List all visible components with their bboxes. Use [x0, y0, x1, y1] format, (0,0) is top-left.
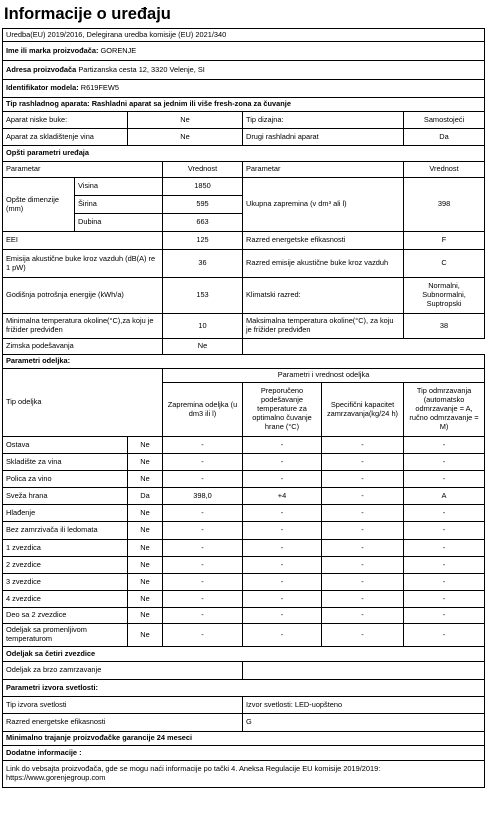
type-row-value: Ne [128, 129, 243, 146]
compartment-header-row [3, 369, 485, 383]
dimensions-label: Opšte dimenzije (mm) [3, 178, 75, 232]
compartment-temperature: - [243, 608, 322, 624]
brand-value: GORENJE [100, 45, 137, 55]
dimension-value: 1850 [163, 178, 243, 196]
general-param-row [3, 250, 485, 278]
dimension-name: Širina [75, 196, 163, 214]
param-label: Emisija akustične buke kroz vazduh (dB(A) re 1 pW) [3, 250, 163, 278]
compartment-volume: - [163, 557, 243, 574]
compartment-row [3, 608, 485, 624]
compartment-present: Ne [128, 574, 163, 591]
compartment-volume: - [163, 471, 243, 488]
compartment-name: 1 zvezdica [3, 540, 128, 557]
compartment-defrost-type: - [404, 540, 485, 557]
compartment-name: Sveža hrana [3, 488, 128, 505]
param-value: 36 [163, 250, 243, 278]
light-type-value: Izvor svetlosti: LED-uopšteno [243, 697, 485, 714]
compartment-freezing-capacity: - [322, 454, 404, 471]
column-header: Vrednost [404, 162, 485, 178]
compartment-present: Ne [128, 540, 163, 557]
address-label: Adresa proizvođača [6, 64, 77, 74]
compartment-defrost-type: - [404, 471, 485, 488]
light-class-row [3, 714, 485, 732]
param-value: 125 [163, 232, 243, 250]
type-row-value: Ne [128, 112, 243, 129]
dimension-value: 595 [163, 196, 243, 214]
fast-freeze-value [243, 662, 485, 680]
compartment-defrost-type: - [404, 522, 485, 540]
appliance-type-value: Rashladni aparat sa jednim ili više fresh-zona za čuvanje [91, 99, 291, 109]
param-label: Maksimalna temperatura okoline(°C), za koju je frižider predviđen [243, 314, 404, 339]
compartment-temperature: - [243, 505, 322, 522]
light-type-row [3, 697, 485, 714]
compartment-present: Ne [128, 608, 163, 624]
compartment-freezing-capacity: - [322, 574, 404, 591]
param-value: C [404, 250, 485, 278]
compartment-freezing-capacity: - [322, 488, 404, 505]
param-value: 10 [163, 314, 243, 339]
column-header: Zapremina odeljka (u dm3 ili l) [163, 383, 243, 437]
compartment-name: Skladište za vina [3, 454, 128, 471]
compartment-freezing-capacity: - [322, 624, 404, 647]
type-row-label: Drugi rashladni aparat [243, 129, 404, 146]
compartment-temperature: +4 [243, 488, 322, 505]
model-row [3, 80, 485, 98]
compartment-temperature: - [243, 557, 322, 574]
total-volume-value: 398 [404, 178, 485, 232]
type-row-label: Aparat za skladištenje vina [3, 129, 128, 146]
page-title: Informacije o uređaju [4, 5, 171, 23]
compartment-type-header: Tip odeljka [3, 369, 163, 437]
compartment-row [3, 437, 485, 454]
compartment-row [3, 540, 485, 557]
light-class-value: G [243, 714, 485, 732]
fast-freeze-row [3, 662, 485, 680]
regulation-text: Uredba(EU) 2019/2016, Delegirana uredba komisije (EU) 2021/340 [3, 29, 485, 42]
compartment-row [3, 454, 485, 471]
brand-row [3, 42, 485, 61]
type-row [3, 112, 485, 129]
fast-freeze-label: Odeljak za brzo zamrzavanje [3, 662, 243, 680]
compartment-name: Deo sa 2 zvezdice [3, 608, 128, 624]
column-header: Preporučeno podešavanje temperature za optimalno čuvanje hrane (°C) [243, 383, 322, 437]
dimension-value: 663 [163, 214, 243, 232]
section-heading-additional: Dodatne informacije : [3, 746, 485, 761]
compartment-freezing-capacity: - [322, 437, 404, 454]
compartment-defrost-type: - [404, 624, 485, 647]
column-header: Specifični kapacitet zamrzavanja(kg/24 h) [322, 383, 404, 437]
winter-setting-value: Ne [163, 339, 243, 355]
param-label: Klimatski razred: [243, 278, 404, 314]
type-row [3, 129, 485, 146]
param-value: 38 [404, 314, 485, 339]
compartment-present: Ne [128, 437, 163, 454]
compartment-volume: - [163, 454, 243, 471]
light-type-label: Tip izvora svetlosti [3, 697, 243, 714]
compartment-defrost-type: - [404, 505, 485, 522]
compartment-freezing-capacity: - [322, 471, 404, 488]
compartment-temperature: - [243, 454, 322, 471]
compartment-freezing-capacity: - [322, 505, 404, 522]
compartment-present: Ne [128, 471, 163, 488]
compartment-present: Ne [128, 591, 163, 608]
general-param-row [3, 232, 485, 250]
column-header: Vrednost [163, 162, 243, 178]
compartment-name: Polica za vino [3, 471, 128, 488]
compartment-volume: - [163, 505, 243, 522]
compartment-name: 4 zvezdice [3, 591, 128, 608]
compartment-temperature: - [243, 471, 322, 488]
compartment-temperature: - [243, 522, 322, 540]
compartment-temperature: - [243, 437, 322, 454]
compartment-defrost-type: - [404, 608, 485, 624]
compartment-volume: - [163, 540, 243, 557]
model-value: R619FEW5 [80, 83, 119, 93]
compartment-temperature: - [243, 591, 322, 608]
column-header: Tip odmrzavanja (automatsko odmrzavanje = A, ručno odmrzavanje = M) [404, 383, 485, 437]
compartment-temperature: - [243, 574, 322, 591]
total-volume-label: Ukupna zapremina (v dm³ ali l) [243, 178, 404, 232]
model-label: Identifikator modela: [6, 83, 79, 93]
compartment-defrost-type: - [404, 591, 485, 608]
winter-setting-label: Zimska podešavanja [3, 339, 163, 355]
compartment-defrost-type: - [404, 454, 485, 471]
compartment-volume: - [163, 591, 243, 608]
general-param-row [3, 278, 485, 314]
compartment-row [3, 505, 485, 522]
param-label: Razred emisije akustične buke kroz vazduh [243, 250, 404, 278]
additional-info-text: Link do vebsajta proizvođača, gde se mogu naći informacije po tački 4. Aneksa Regulacije EU komisije 2019/2019: https://www.gorenjegroup.com [3, 761, 485, 788]
type-row-value: Da [404, 129, 485, 146]
section-heading-light: Parametri izvora svetlosti: [3, 680, 485, 697]
compartment-defrost-type: A [404, 488, 485, 505]
compartment-row [3, 624, 485, 647]
compartment-row [3, 471, 485, 488]
brand-label: Ime ili marka proizvođača: [6, 45, 99, 55]
appliance-type-row [3, 98, 485, 112]
general-header-row [3, 162, 485, 178]
compartment-name: Bez zamrzivača ili ledomata [3, 522, 128, 540]
dimension-name: Visina [75, 178, 163, 196]
compartment-name: Odeljak sa promenljivom temperaturom [3, 624, 128, 647]
compartment-freezing-capacity: - [322, 557, 404, 574]
dimension-name: Dubina [75, 214, 163, 232]
param-label: EEI [3, 232, 163, 250]
compartment-volume: - [163, 522, 243, 540]
dimension-row [3, 178, 485, 196]
compartment-name: Ostava [3, 437, 128, 454]
compartment-freezing-capacity: - [322, 540, 404, 557]
param-value: F [404, 232, 485, 250]
column-header: Parametar [3, 162, 163, 178]
param-value: 153 [163, 278, 243, 314]
appliance-type-label: Tip rashladnog aparata: [6, 99, 90, 109]
warranty-text: Minimalno trajanje proizvođačke garancije 24 meseci [3, 732, 485, 746]
address-value: Partizanska cesta 12, 3320 Velenje, SI [78, 64, 205, 74]
compartment-defrost-type: - [404, 557, 485, 574]
winter-setting-row [3, 339, 485, 355]
info-table [2, 28, 485, 788]
param-value: Normalni, Subnormalni, Suptropski [404, 278, 485, 314]
compartment-temperature: - [243, 540, 322, 557]
compartment-volume: - [163, 574, 243, 591]
type-row-label: Aparat niske buke: [3, 112, 128, 129]
product-information-sheet [2, 2, 484, 788]
compartment-volume: - [163, 437, 243, 454]
compartment-defrost-type: - [404, 574, 485, 591]
light-class-label: Razred energetske efikasnosti [3, 714, 243, 732]
general-param-row [3, 314, 485, 339]
compartment-volume: 398,0 [163, 488, 243, 505]
param-label: Godišnja potrošnja energije (kWh/a) [3, 278, 163, 314]
compartment-row [3, 591, 485, 608]
compartment-name: 2 zvezdice [3, 557, 128, 574]
section-heading-four-star: Odeljak sa četiri zvezdice [3, 647, 485, 662]
compartment-params-header: Parametri i vrednost odeljka [163, 369, 485, 383]
compartment-volume: - [163, 608, 243, 624]
compartment-freezing-capacity: - [322, 608, 404, 624]
compartment-present: Ne [128, 454, 163, 471]
compartment-row [3, 522, 485, 540]
section-heading-compartments: Parametri odeljka: [3, 355, 485, 369]
section-heading-general: Opšti parametri uređaja [3, 146, 485, 162]
compartment-freezing-capacity: - [322, 591, 404, 608]
compartment-row [3, 574, 485, 591]
compartment-row [3, 557, 485, 574]
compartment-present: Ne [128, 557, 163, 574]
type-row-label: Tip dizajna: [243, 112, 404, 129]
compartment-present: Ne [128, 505, 163, 522]
compartment-volume: - [163, 624, 243, 647]
param-label: Minimalna temperatura okoline(°C),za koju je frižider predviđen [3, 314, 163, 339]
compartment-temperature: - [243, 624, 322, 647]
param-label: Razred energetske efikasnosti [243, 232, 404, 250]
compartment-present: Ne [128, 624, 163, 647]
compartment-name: 3 zvezdice [3, 574, 128, 591]
compartment-present: Da [128, 488, 163, 505]
compartment-row [3, 488, 485, 505]
compartment-name: Hlađenje [3, 505, 128, 522]
compartment-present: Ne [128, 522, 163, 540]
column-header: Parametar [243, 162, 404, 178]
compartment-defrost-type: - [404, 437, 485, 454]
address-row [3, 61, 485, 80]
type-row-value: Samostojeći [404, 112, 485, 129]
compartment-freezing-capacity: - [322, 522, 404, 540]
